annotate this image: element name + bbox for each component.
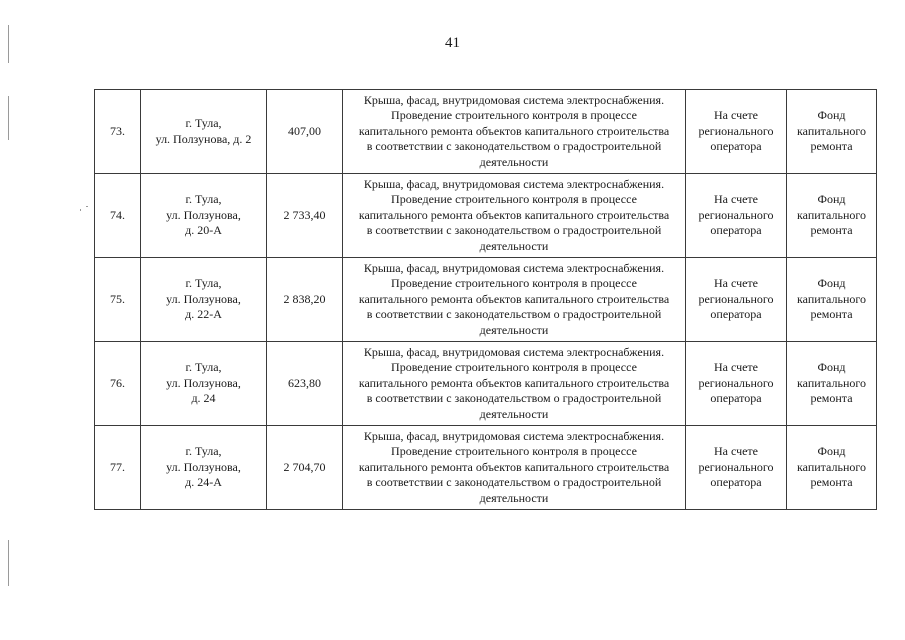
- source-cell-line: Фонд: [817, 444, 846, 459]
- address-cell: [141, 174, 267, 258]
- source-cell: [787, 342, 877, 426]
- area-cell: 623,80: [267, 342, 343, 426]
- works-cell-line: в соответствии с законодательством о градостроительной: [366, 307, 662, 322]
- account-cell-line: регионального: [698, 123, 774, 138]
- address-cell: [141, 90, 267, 174]
- source-cell-line: ремонта: [810, 223, 853, 238]
- address-cell-line: ул. Ползунова,: [166, 291, 241, 306]
- table-row: [95, 90, 877, 174]
- account-cell-line: оператора: [710, 223, 762, 238]
- address-cell-line: г. Тула,: [185, 444, 222, 459]
- works-cell: [343, 258, 686, 342]
- table-row: [95, 426, 877, 510]
- works-cell: [343, 90, 686, 174]
- account-cell: [686, 174, 787, 258]
- works-cell-line: деятельности: [479, 322, 549, 337]
- account-cell-line: регионального: [698, 459, 774, 474]
- address-cell-line: д. 22-А: [185, 307, 222, 322]
- address-cell-line: д. 24-А: [185, 475, 222, 490]
- source-cell-line: ремонта: [810, 139, 853, 154]
- works-cell-line: Крыша, фасад, внутридомовая система электроснабжения.: [363, 92, 665, 107]
- table-body: [95, 90, 877, 510]
- works-cell-line: Проведение строительного контроля в процессе: [391, 360, 637, 375]
- account-cell-line: оператора: [710, 139, 762, 154]
- works-cell-line: в соответствии с законодательством о градостроительной: [366, 475, 662, 490]
- address-cell-line: ул. Ползунова,: [166, 459, 241, 474]
- source-cell-line: капитального: [797, 207, 866, 222]
- address-cell-line: г. Тула,: [185, 276, 222, 291]
- scan-mark: [8, 96, 9, 140]
- address-cell: [141, 342, 267, 426]
- account-cell-line: регионального: [698, 375, 774, 390]
- works-cell-line: капитального ремонта объектов капитального строительства: [358, 291, 670, 306]
- account-cell-line: оператора: [710, 391, 762, 406]
- works-cell-line: Проведение строительного контроля в процессе: [391, 192, 637, 207]
- account-cell: [686, 342, 787, 426]
- source-cell-line: ремонта: [810, 307, 853, 322]
- works-cell-line: деятельности: [479, 238, 549, 253]
- works-cell-line: Крыша, фасад, внутридомовая система электроснабжения.: [363, 260, 665, 275]
- address-cell-line: г. Тула,: [185, 116, 222, 131]
- works-cell-line: Проведение строительного контроля в процессе: [391, 444, 637, 459]
- address-cell-line: д. 20-А: [185, 223, 222, 238]
- address-cell: [141, 426, 267, 510]
- works-cell-line: деятельности: [479, 490, 549, 505]
- source-cell: [787, 426, 877, 510]
- table-row: [95, 174, 877, 258]
- works-cell-line: в соответствии с законодательством о градостроительной: [366, 139, 662, 154]
- source-cell-line: Фонд: [817, 276, 846, 291]
- account-cell-line: оператора: [710, 475, 762, 490]
- account-cell-line: регионального: [698, 291, 774, 306]
- works-cell-line: Крыша, фасад, внутридомовая система электроснабжения.: [363, 344, 665, 359]
- works-cell: [343, 342, 686, 426]
- page-number: 41: [445, 35, 460, 51]
- works-cell-line: Крыша, фасад, внутридомовая система электроснабжения.: [363, 176, 665, 191]
- scan-mark: [80, 209, 81, 211]
- source-cell-line: капитального: [797, 375, 866, 390]
- address-cell-line: ул. Ползунова,: [166, 375, 241, 390]
- area-cell: 2 838,20: [267, 258, 343, 342]
- address-cell-line: ул. Ползунова,: [166, 207, 241, 222]
- source-cell-line: капитального: [797, 291, 866, 306]
- works-cell-line: капитального ремонта объектов капитального строительства: [358, 375, 670, 390]
- account-cell-line: На счете: [713, 108, 758, 123]
- works-cell-line: деятельности: [479, 406, 549, 421]
- row-number: 73.: [95, 90, 141, 174]
- scan-mark: [8, 540, 9, 586]
- account-cell: [686, 258, 787, 342]
- table-row: [95, 342, 877, 426]
- address-cell: [141, 258, 267, 342]
- works-cell-line: капитального ремонта объектов капитального строительства: [358, 123, 670, 138]
- source-cell-line: ремонта: [810, 391, 853, 406]
- area-cell: 2 704,70: [267, 426, 343, 510]
- account-cell-line: На счете: [713, 276, 758, 291]
- account-cell-line: оператора: [710, 307, 762, 322]
- address-cell-line: ул. Ползунова, д. 2: [155, 131, 252, 146]
- source-cell: [787, 90, 877, 174]
- address-cell-line: г. Тула,: [185, 360, 222, 375]
- source-cell-line: ремонта: [810, 475, 853, 490]
- source-cell-line: капитального: [797, 123, 866, 138]
- address-cell-line: г. Тула,: [185, 192, 222, 207]
- works-cell-line: капитального ремонта объектов капитального строительства: [358, 207, 670, 222]
- account-cell: [686, 426, 787, 510]
- area-cell: 2 733,40: [267, 174, 343, 258]
- source-cell-line: Фонд: [817, 360, 846, 375]
- works-cell-line: в соответствии с законодательством о градостроительной: [366, 223, 662, 238]
- scan-mark: [8, 25, 9, 63]
- works-cell-line: деятельности: [479, 154, 549, 169]
- row-number: 77.: [95, 426, 141, 510]
- source-cell-line: Фонд: [817, 108, 846, 123]
- row-number: 75.: [95, 258, 141, 342]
- account-cell-line: На счете: [713, 360, 758, 375]
- table-row: [95, 258, 877, 342]
- scan-mark: [86, 206, 88, 207]
- source-cell-line: капитального: [797, 459, 866, 474]
- source-cell-line: Фонд: [817, 192, 846, 207]
- source-cell: [787, 174, 877, 258]
- works-cell: [343, 426, 686, 510]
- works-cell-line: в соответствии с законодательством о градостроительной: [366, 391, 662, 406]
- works-cell-line: Проведение строительного контроля в процессе: [391, 108, 637, 123]
- address-cell-line: д. 24: [191, 391, 216, 406]
- source-cell: [787, 258, 877, 342]
- works-cell-line: Крыша, фасад, внутридомовая система электроснабжения.: [363, 428, 665, 443]
- works-cell: [343, 174, 686, 258]
- works-cell-line: Проведение строительного контроля в процессе: [391, 276, 637, 291]
- area-cell: 407,00: [267, 90, 343, 174]
- account-cell-line: На счете: [713, 192, 758, 207]
- row-number: 76.: [95, 342, 141, 426]
- row-number: 74.: [95, 174, 141, 258]
- account-cell-line: На счете: [713, 444, 758, 459]
- account-cell-line: регионального: [698, 207, 774, 222]
- works-table: [94, 89, 877, 510]
- account-cell: [686, 90, 787, 174]
- works-cell-line: капитального ремонта объектов капитального строительства: [358, 459, 670, 474]
